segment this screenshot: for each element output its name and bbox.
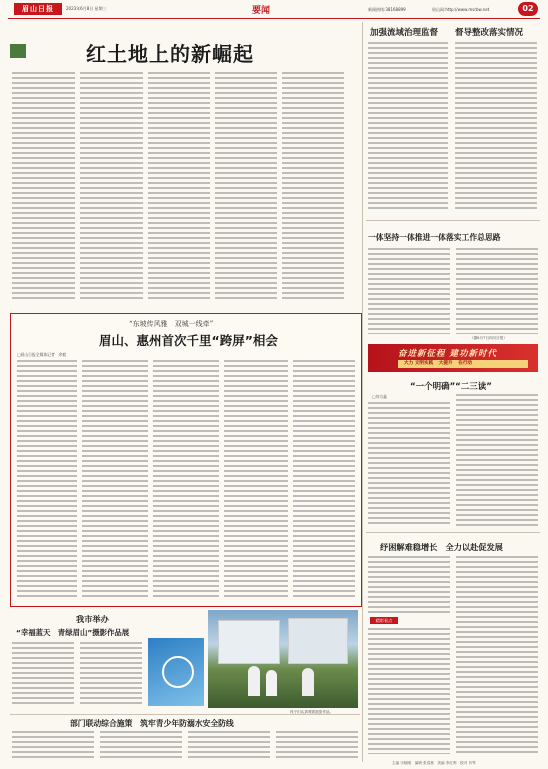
article-text	[153, 360, 219, 598]
text-lines	[368, 628, 450, 754]
article-text	[148, 72, 210, 302]
article-text	[100, 731, 182, 761]
article-text	[368, 402, 450, 527]
column-title: “一个明确”“二三读”	[410, 382, 492, 392]
text-lines	[80, 72, 143, 302]
logo-text: 眉山日报	[22, 5, 54, 13]
lower-left-title: 我市举办	[76, 614, 109, 624]
feature-box	[10, 313, 362, 607]
photo-person	[248, 666, 260, 696]
article-text	[80, 72, 143, 302]
section-divider	[366, 532, 540, 533]
masthead	[0, 0, 548, 20]
logo-mark	[162, 656, 194, 688]
article-text	[456, 556, 538, 754]
text-lines	[215, 72, 277, 302]
feature-kicker: “东坡传风雅 双城一线牵”	[129, 320, 214, 328]
footer-credits: 主编 宗晓刚 编辑 张春燕 美编 李红利 校对 肖琴	[392, 761, 476, 765]
issue-date: 2023年6月8日 星期三	[66, 6, 107, 11]
banner-strip	[398, 360, 528, 368]
article-text	[282, 72, 344, 302]
website-label: 眉山网:	[432, 7, 446, 12]
page-number: 02	[522, 4, 534, 13]
source-note: （据8月7日四川日报）	[470, 336, 507, 340]
text-lines	[368, 402, 450, 527]
text-lines	[282, 72, 344, 302]
text-lines	[368, 556, 450, 614]
article-text	[82, 360, 148, 598]
text-lines	[455, 42, 537, 212]
text-lines	[153, 360, 219, 598]
article-text	[456, 248, 538, 334]
campaign-banner	[368, 344, 538, 372]
text-lines	[456, 556, 538, 754]
column-byline: □何宗鑫	[372, 394, 387, 399]
headline-bar	[10, 44, 26, 58]
text-lines	[148, 72, 210, 302]
article-text	[455, 42, 537, 212]
article-text	[456, 394, 538, 527]
lower-right-headline: 纾困解难稳增长 全力以赴促发展	[380, 542, 503, 552]
article-text	[12, 642, 74, 704]
article-text	[215, 72, 277, 302]
highlight-tag-label: 精彩看点	[375, 618, 393, 623]
article-text	[368, 248, 450, 334]
text-lines	[368, 42, 448, 212]
article-text	[368, 628, 450, 754]
photo-board	[288, 618, 348, 664]
right-article-title: 督导整改落实情况	[455, 28, 524, 38]
page-number-badge	[518, 2, 538, 16]
article-text	[12, 731, 94, 761]
text-lines	[12, 731, 94, 761]
article-text	[293, 360, 355, 598]
text-lines	[188, 731, 270, 761]
photo-board	[218, 620, 280, 664]
bottom-left-headline: 部门联动综合施策 筑牢青少年防溺水安全防线	[70, 719, 234, 728]
text-lines	[12, 72, 75, 302]
text-lines	[80, 642, 142, 704]
photo-person	[266, 670, 277, 696]
hotline-number: 38168899	[385, 7, 406, 12]
column-divider	[362, 22, 363, 762]
article-text	[12, 72, 75, 302]
text-lines	[12, 642, 74, 704]
text-lines	[224, 360, 288, 598]
website-url: http://www.msrbw.net	[445, 7, 490, 12]
article-text	[17, 360, 77, 598]
text-lines	[456, 394, 538, 527]
website	[432, 7, 489, 13]
masthead-rule	[8, 18, 540, 19]
article-text	[80, 642, 142, 704]
highlight-tag	[370, 617, 398, 624]
banner-sub-2: 文明实践	[414, 361, 434, 366]
article-text	[368, 42, 448, 212]
banner-title: 奋进新征程 建功新时代	[398, 349, 497, 359]
feature-byline: □眉山日报全媒体记者 余毅	[17, 352, 67, 357]
section-divider	[10, 714, 360, 715]
hotline-label: 新闻热线:	[368, 7, 386, 12]
main-headline: 红土地上的新崛起	[86, 42, 254, 66]
banner-sub-1: 大力	[404, 361, 414, 366]
article-text	[276, 731, 358, 761]
feature-title: 眉山、惠州首次千里“跨屏”相会	[99, 333, 278, 348]
text-lines	[100, 731, 182, 761]
newspaper-logo	[14, 3, 62, 15]
exhibition-logo-tile	[148, 638, 204, 706]
photo-person	[302, 668, 314, 696]
text-lines	[17, 360, 77, 598]
text-lines	[368, 248, 450, 334]
right-article-title: 加强流域治理监督	[370, 28, 439, 38]
section-name: 要闻	[252, 6, 271, 16]
text-lines	[82, 360, 148, 598]
text-lines	[293, 360, 355, 598]
text-lines	[456, 248, 538, 334]
section-divider	[366, 220, 540, 221]
text-lines	[276, 731, 358, 761]
hotline	[368, 7, 406, 13]
article-text	[188, 731, 270, 761]
article-text	[224, 360, 288, 598]
exhibition-photo	[208, 610, 358, 708]
mid-right-headline: 一体坚持一体推进一体落实工作总思路	[368, 233, 501, 242]
lower-left-subtitle: “幸福蓝天 青绿眉山”摄影作品展	[16, 628, 130, 637]
banner-sub-3: 大提升	[438, 361, 453, 366]
article-text	[368, 556, 450, 614]
photo-caption: 孩子们认真观看展览作品。	[290, 710, 334, 714]
banner-sub-4: 在行动	[458, 361, 473, 366]
